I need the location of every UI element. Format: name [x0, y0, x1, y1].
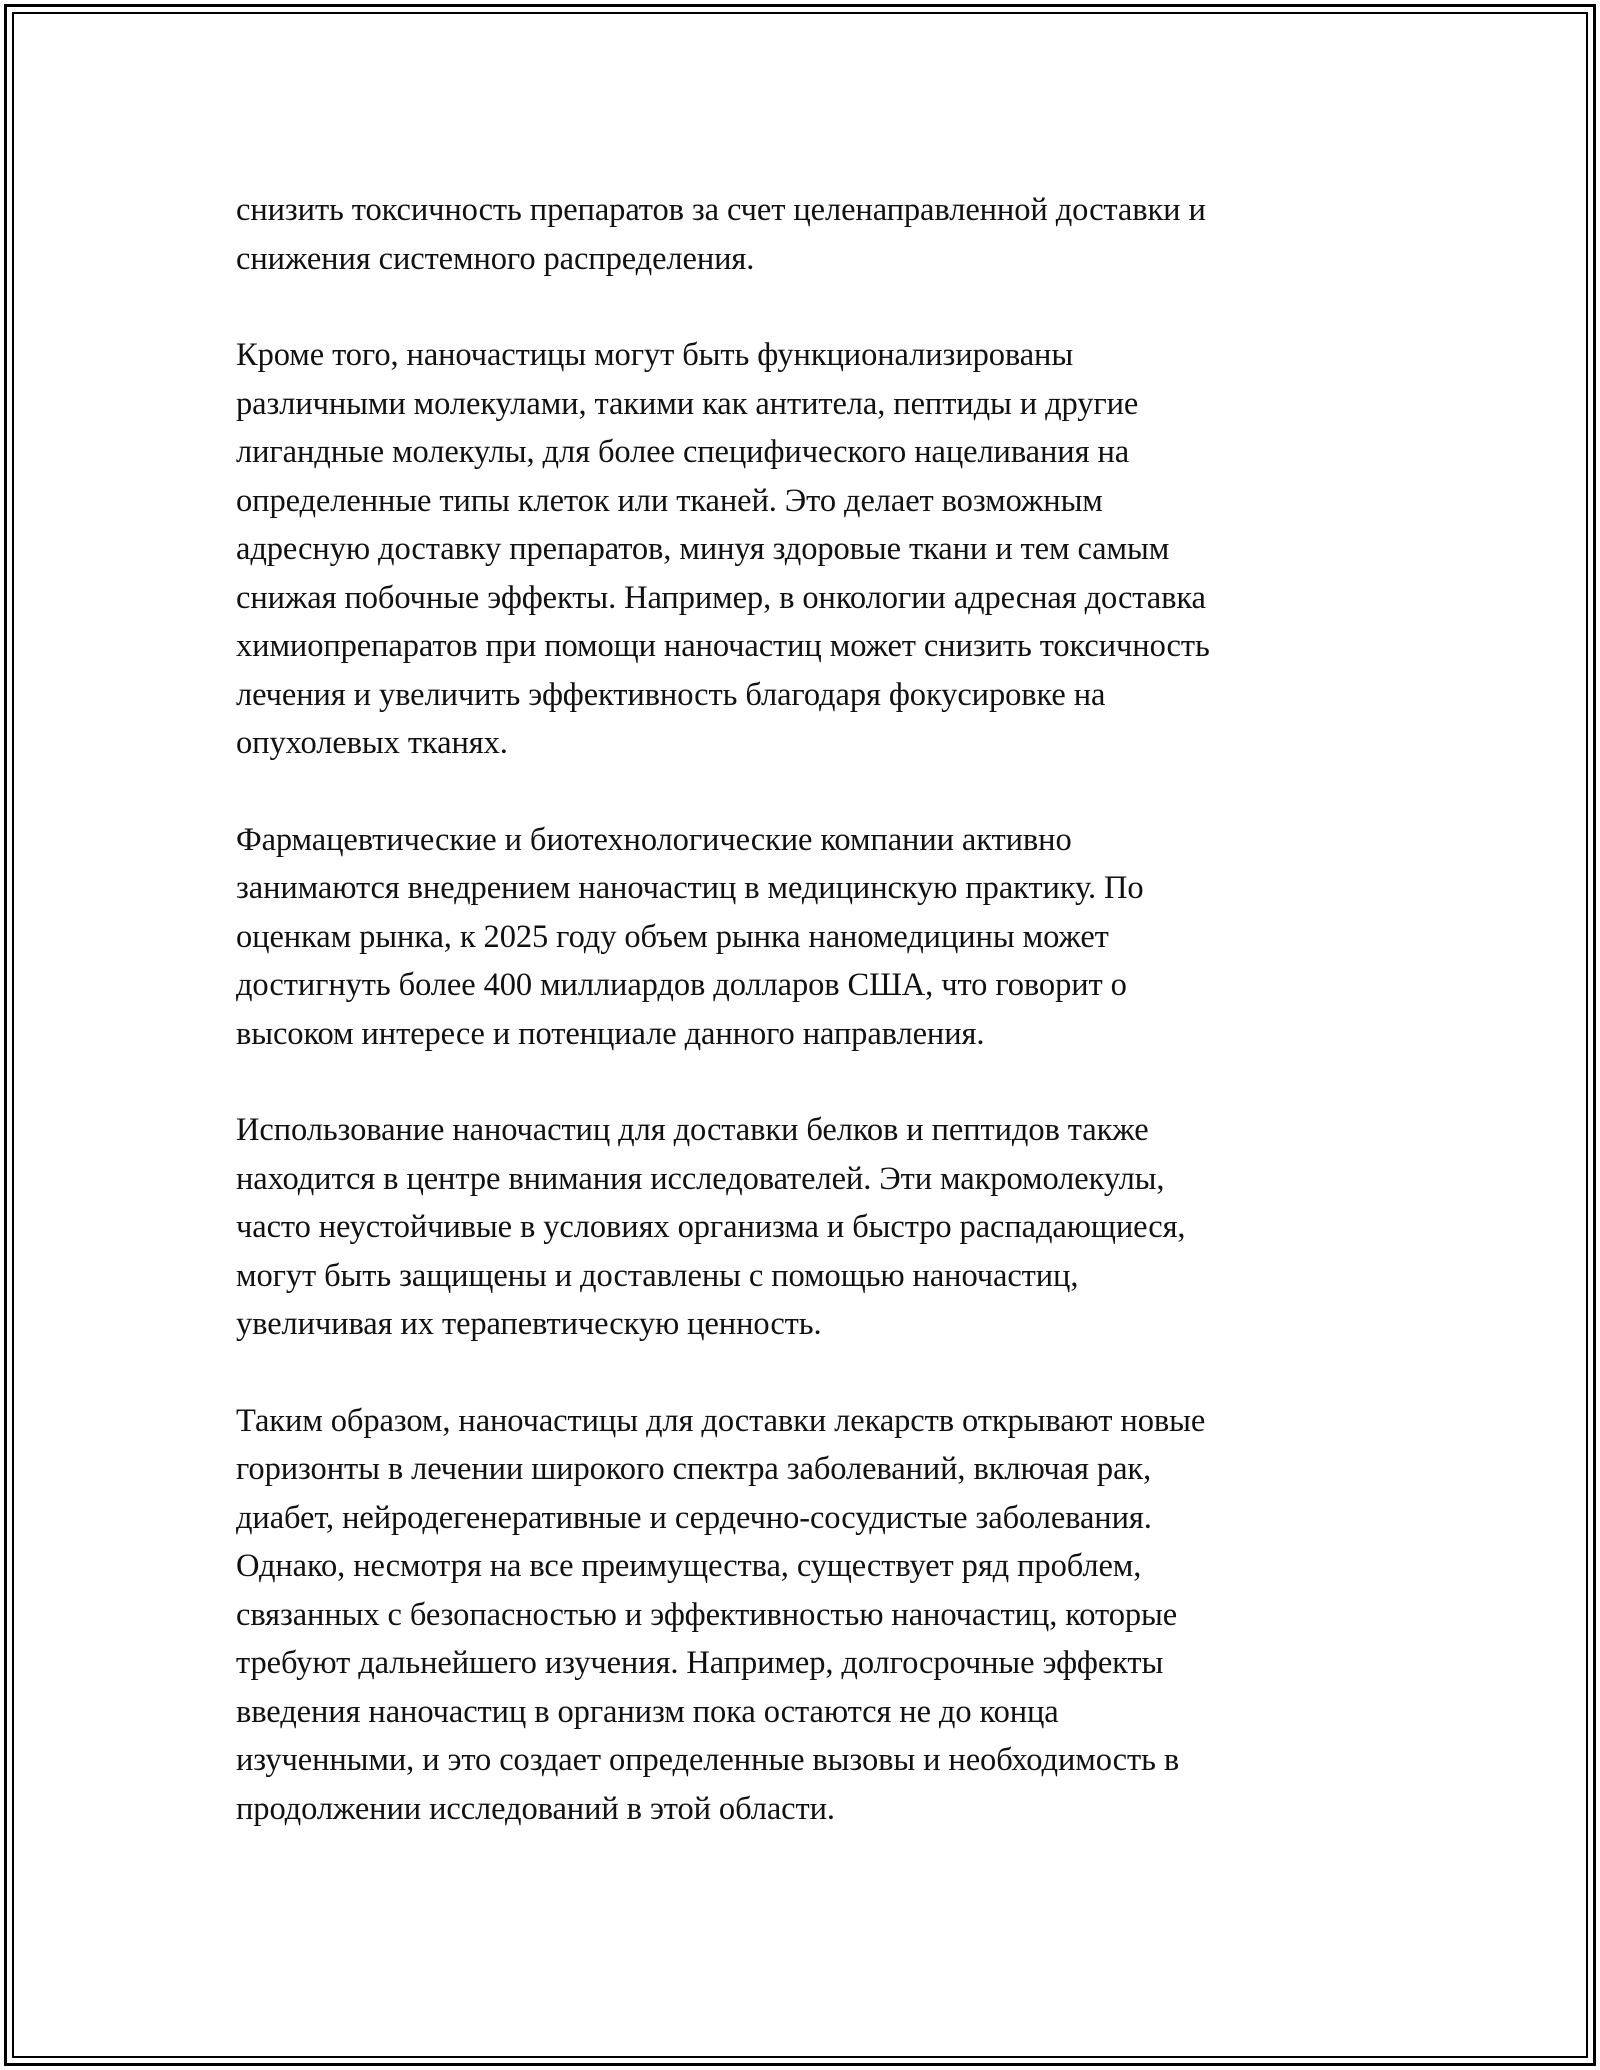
text-line: высоком интересе и потенциале данного направления.	[236, 1015, 985, 1052]
paragraph	[236, 186, 1366, 283]
text-line: снижая побочные эффекты. Например, в онкологии адресная доставка	[236, 579, 1206, 616]
text-line: Однако, несмотря на все преимущества, существует ряд проблем,	[236, 1548, 1142, 1584]
text-line: требуют дальнейшего изучения. Например, долгосрочные эффекты	[236, 1645, 1164, 1681]
text-line: занимаются внедрением наночастиц в медицинскую практику. По	[236, 870, 1144, 906]
document-body	[236, 186, 1366, 1881]
text-line: адресную доставку препаратов, минуя здоровые ткани и тем самым	[236, 531, 1170, 567]
text-line: продолжении исследований в этой области.	[236, 1790, 835, 1827]
text-line: лигандные молекулы, для более специфического нацеливания на	[236, 434, 1130, 470]
text-line: могут быть защищены и доставлены с помощью наночастиц,	[236, 1257, 1079, 1294]
text-line: лечения и увеличить эффективность благодаря фокусировке на	[236, 676, 1106, 713]
text-line: диабет, нейродегенеративные и сердечно-сосудистые заболевания.	[236, 1499, 1152, 1536]
text-line: Таким образом, наночастицы для доставки лекарств открывают новые	[236, 1402, 1206, 1439]
text-line: снизить токсичность препаратов за счет целенаправленной доставки и	[236, 192, 1206, 228]
text-line: Использование наночастиц для доставки белков и пептидов также	[236, 1112, 1149, 1148]
text-line: определенные типы клеток или тканей. Это делает возможным	[236, 482, 1103, 519]
text-line: изученными, и это создает определенные вызовы и необходимость в	[236, 1742, 1180, 1778]
text-line: достигнуть более 400 миллиардов долларов США, что говорит о	[236, 967, 1127, 1003]
text-line: Фармацевтические и биотехнологические компании активно	[236, 821, 1072, 858]
text-line: снижения системного распределения.	[236, 240, 755, 277]
text-line: введения наночастиц в организм пока остаются не до конца	[236, 1693, 1059, 1730]
text-line: химиопрепаратов при помощи наночастиц может снизить токсичность	[236, 628, 1210, 664]
text-line: горизонты в лечении широкого спектра заболеваний, включая рак,	[236, 1451, 1152, 1487]
paragraph	[236, 1106, 1366, 1349]
paragraph	[236, 331, 1366, 768]
text-line: связанных с безопасностью и эффективностью наночастиц, которые	[236, 1596, 1178, 1633]
paragraph	[236, 1397, 1366, 1834]
text-line: увеличивая их терапевтическую ценность.	[236, 1306, 822, 1342]
text-line: находится в центре внимания исследователей. Эти макромолекулы,	[236, 1160, 1165, 1197]
paragraph	[236, 816, 1366, 1059]
text-line: оценкам рынка, к 2025 году объем рынка наномедицины может	[236, 918, 1109, 955]
text-line: опухолевых тканях.	[236, 725, 508, 761]
text-line: различными молекулами, такими как антитела, пептиды и другие	[236, 385, 1139, 422]
text-line: часто неустойчивые в условиях организма и быстро распадающиеся,	[236, 1209, 1186, 1245]
text-line: Кроме того, наночастицы могут быть функционализированы	[236, 337, 1074, 373]
